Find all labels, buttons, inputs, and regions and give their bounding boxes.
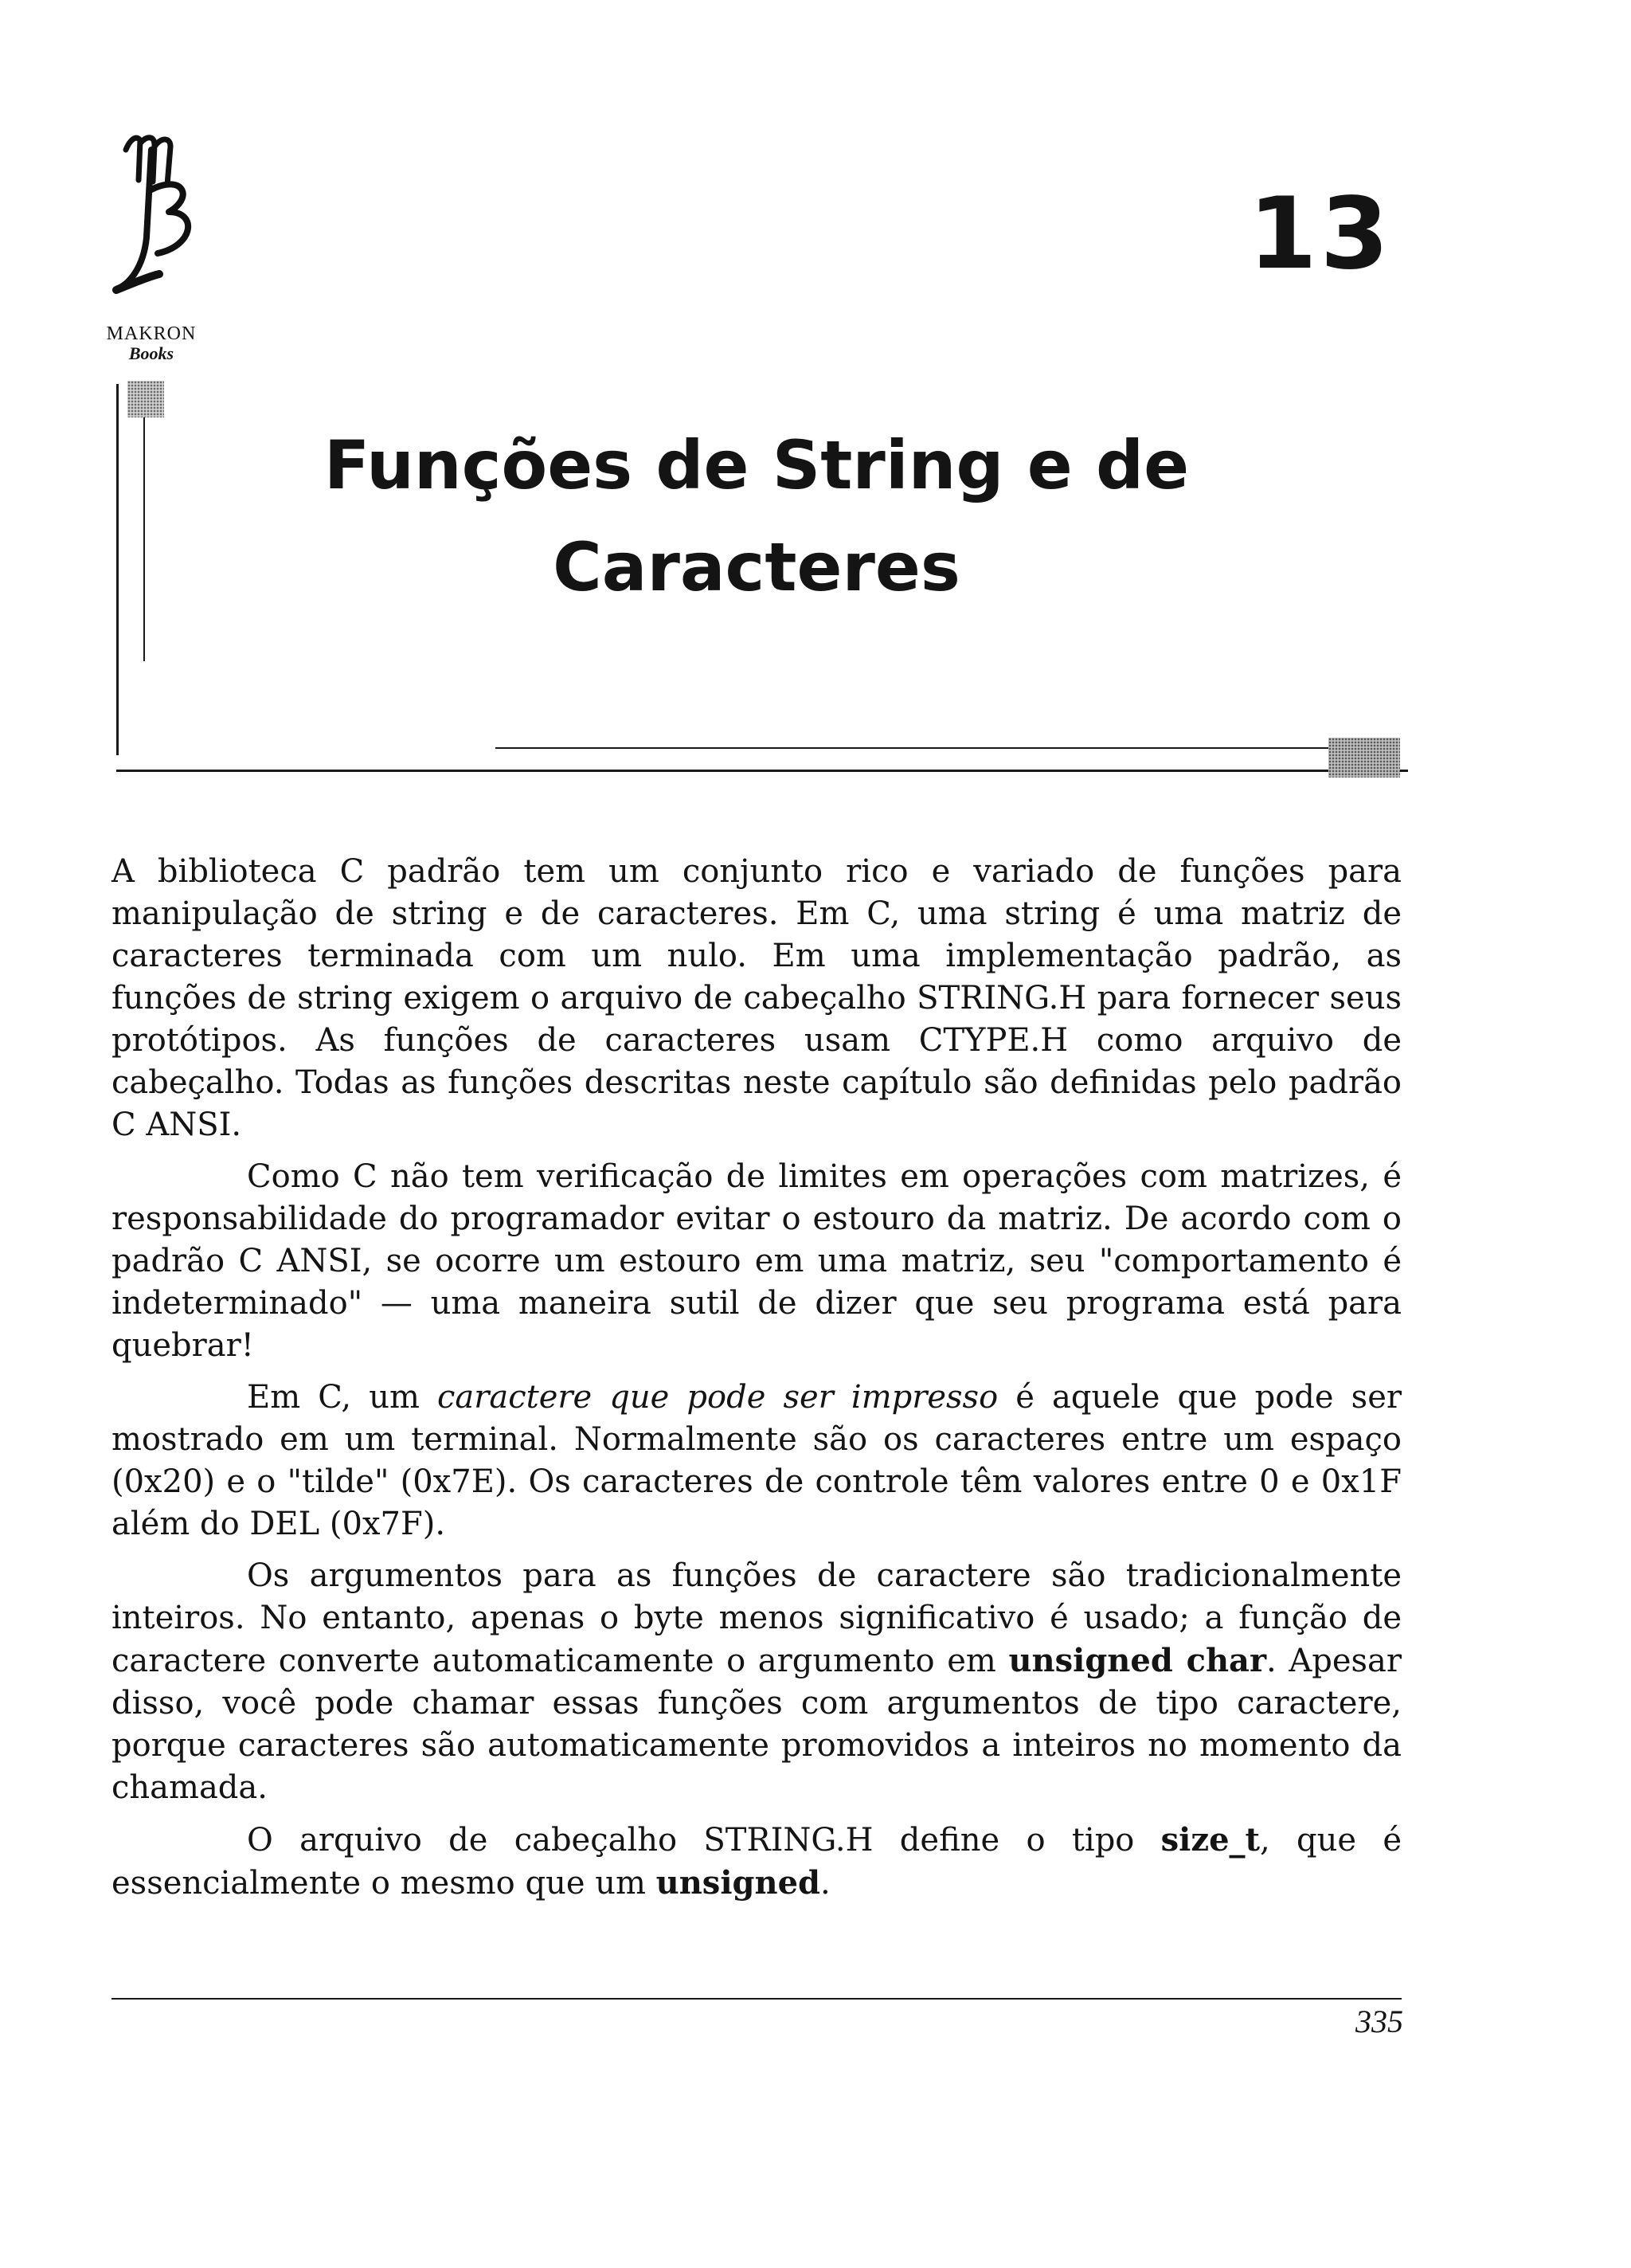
- chapter-title-line-2: Caracteres: [553, 528, 960, 606]
- publisher-imprint: Books: [128, 343, 174, 363]
- publisher-logo: [80, 118, 223, 363]
- text-run: A biblioteca C padrão tem um conjunto rico e variado de funções para manipulação de string e de caracteres. Em C, uma string é uma matriz de caracteres terminada com um nulo. Em uma implementação padrão, as funções de string exigem o arquivo de cabeçalho STRING.H para fornecer seus protótipos. As funções de caracteres usam CTYPE.H como arquivo de cabeçalho. Todas as funções descritas neste capítulo são definidas pelo padrão C ANSI.: [111, 853, 1402, 1143]
- text-run: Em C, um: [247, 1379, 438, 1416]
- text-run: .: [820, 1865, 831, 1902]
- text-run: , que é essencialmente o mesmo que um: [111, 1822, 1402, 1902]
- bold-text-run: size_t: [1160, 1821, 1261, 1859]
- publisher-name: MAKRON: [106, 323, 197, 344]
- frame-end-ornament: [1328, 738, 1400, 778]
- text-run: é aquele que pode ser mostrado em um terminal. Normalmente são os caracteres entre um espaço (0x20) e o "tilde" (0x7E). Os caracteres de controle têm valores entre 0 e 0x1F além do DEL (0x7F).: [111, 1379, 1402, 1542]
- body-paragraph: [111, 1377, 1402, 1545]
- footer-rule: [111, 1998, 1402, 2000]
- chapter-title: [239, 414, 1274, 618]
- body-paragraph: [111, 851, 1402, 1146]
- text-run: Como C não tem verificação de limites em operações com matrizes, é responsabilidade do programador evitar o estouro da matriz. De acordo com o padrão C ANSI, se ocorre um estouro em uma matriz, seu "comportamento é indeterminado" — uma maneira sutil de dizer que seu programa está para quebrar!: [111, 1158, 1402, 1364]
- chapter-title-line-1: Funções de String e de: [323, 426, 1190, 504]
- chapter-body-text: [111, 851, 1402, 1914]
- frame-horizontal-rule-upper: [495, 747, 1332, 749]
- bold-text-run: unsigned char: [1008, 1642, 1267, 1679]
- makron-books-logo-icon: [111, 118, 199, 325]
- body-paragraph: [111, 1819, 1402, 1905]
- bold-text-run: unsigned: [655, 1864, 820, 1902]
- page-number: 335: [1355, 2004, 1403, 2039]
- body-paragraph: [111, 1156, 1402, 1367]
- italic-text-run: caractere que pode ser impresso: [437, 1379, 999, 1416]
- body-paragraph: [111, 1555, 1402, 1809]
- frame-horizontal-rule: [116, 770, 1408, 772]
- text-run: Os argumentos para as funções de caractere são tradicionalmente inteiros. No entanto, apenas o byte menos significativo é usado; a função de caractere converte automaticamente o argumento em: [111, 1557, 1402, 1679]
- chapter-number: 13: [1248, 177, 1392, 292]
- frame-vertical-rule-inner: [143, 398, 145, 661]
- text-run: O arquivo de cabeçalho STRING.H define o tipo: [247, 1822, 1161, 1859]
- frame-corner-ornament: [127, 381, 164, 417]
- frame-vertical-rule: [116, 384, 119, 755]
- text-run: . Apesar disso, você pode chamar essas funções com argumentos de tipo caractere, porque caracteres são automaticamente promovidos a inteiros no momento da chamada.: [111, 1643, 1402, 1806]
